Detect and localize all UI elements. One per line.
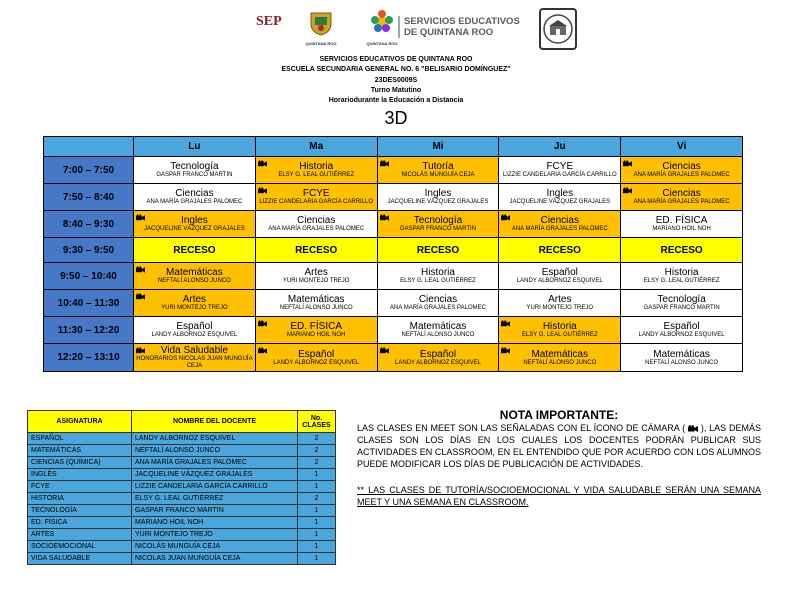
time-slot: 11:30 – 12:20 (44, 317, 134, 344)
video-camera-icon (688, 425, 698, 432)
school-building-icon (541, 10, 575, 48)
subject-header: ASIGNATURA (28, 411, 132, 433)
class-teacher: LANDY ALBORNOZ ESQUIVEL (273, 359, 360, 366)
class-teacher: NEFTALÍ ALONSO JUNCO (157, 278, 231, 284)
class-subject: FCYE (302, 188, 330, 199)
class-count: 1 (298, 469, 336, 481)
video-camera-icon (501, 320, 510, 327)
class-cell (499, 263, 621, 290)
teacher-name: JACQUELINE VÁZQUEZ GRAJALES (132, 469, 298, 481)
schedule-row (44, 211, 743, 238)
class-teacher: ANA MARÍA GRAJALES PALOMEC (146, 199, 243, 205)
class-cell (621, 157, 743, 184)
table-row (28, 505, 336, 517)
class-teacher: NEFTALÍ ALONSO JUNCO (645, 359, 719, 366)
video-camera-icon (136, 347, 145, 354)
day-header: Ma (255, 137, 377, 157)
table-row (28, 493, 336, 505)
schedule-subtitle: Horariodurante la Educación a Distancia (328, 97, 464, 104)
teacher-name: MARIANO HOIL NOH (132, 517, 298, 529)
class-subject: Historia (542, 321, 577, 332)
class-subject: Ciencias (662, 188, 701, 199)
class-subject: Matemáticas (409, 321, 467, 332)
class-teacher: ELSY G. LEAL GUTIÉRREZ (521, 332, 598, 338)
video-camera-icon (136, 293, 145, 300)
school-name: ESCUELA SECUNDARIA GENERAL NO. 6 "BELISARIO DOMÍNGUEZ" (281, 66, 511, 73)
class-subject: Ciencias (297, 215, 336, 226)
class-teacher: ELSY G. LEAL GUTIÉRREZ (400, 278, 476, 284)
video-camera-icon (258, 187, 267, 194)
class-cell (621, 184, 743, 211)
schedule-row (44, 344, 743, 372)
note-footer: ** LAS CLASES DE TUTORÍA/SOCIOEMOCIONAL Y VIDA SALUDABLE SERÁN UNA SEMANA MEET Y UNA SEMANA EN CLASSROOM. (357, 485, 761, 507)
day-header: Lu (134, 137, 256, 157)
recess-row (44, 238, 743, 263)
time-slot: 9:50 – 10:40 (44, 263, 134, 290)
subject-name: CIENCIAS (QUÍMICA) (28, 457, 132, 469)
important-note (357, 408, 761, 508)
class-teacher: ANA MARÍA GRAJALES PALOMEC (633, 199, 730, 205)
video-camera-icon (623, 187, 632, 194)
class-cell (499, 157, 621, 184)
subject-name: VIDA SALUDABLE (28, 553, 132, 565)
video-camera-icon (380, 214, 389, 221)
video-camera-icon (380, 160, 389, 167)
table-row (28, 469, 336, 481)
teacher-name: LIZZIE CANDELARIA GARCÍA CARRILLO (132, 481, 298, 493)
class-subject: Ciencias (418, 294, 458, 305)
class-cell (377, 290, 499, 317)
class-cell (134, 263, 256, 290)
class-cell (499, 290, 621, 317)
class-teacher: ANA MARÍA GRAJALES PALOMEC (511, 226, 608, 232)
class-teacher: YURI MONTEJO TREJO (282, 278, 350, 284)
class-teacher: NEFTALÍ ALONSO JUNCO (523, 359, 597, 366)
video-camera-icon (136, 214, 145, 221)
video-camera-icon (501, 214, 510, 221)
class-cell (255, 211, 377, 238)
day-header: Vi (621, 137, 743, 157)
class-subject: Ciencias (175, 188, 214, 199)
table-row (28, 529, 336, 541)
corner-cell (44, 137, 134, 157)
class-subject: Español (176, 321, 213, 332)
video-camera-icon (623, 160, 632, 167)
class-cell (621, 344, 743, 372)
time-slot: 7:00 – 7:50 (44, 157, 134, 184)
teacher-name: NICOLAS JUAN MUNGUÍA CEJA (132, 553, 298, 565)
class-teacher: ELSY G. LEAL GUTIÉRREZ (278, 172, 355, 178)
video-camera-icon (258, 160, 267, 167)
subject-name: TECNOLOGÍA (28, 505, 132, 517)
class-subject: Español (298, 348, 335, 360)
class-cell (377, 211, 499, 238)
recess-cell: RECESO (255, 238, 377, 263)
recess-cell: RECESO (377, 238, 499, 263)
video-camera-icon (258, 347, 267, 354)
school-seal-logo (539, 8, 577, 50)
class-count: 1 (298, 481, 336, 493)
table-row (28, 433, 336, 445)
quintana-roo-shield-icon (308, 10, 334, 36)
shift: Turno Matutino (370, 87, 422, 94)
teacher-name: LANDY ALBORNOZ ESQUIVEL (132, 433, 298, 445)
class-subject: Matemáticas (531, 348, 589, 360)
class-cell (377, 184, 499, 211)
schedule-row (44, 184, 743, 211)
day-header: Ju (499, 137, 621, 157)
class-subject: Historia (421, 267, 455, 278)
video-camera-icon (258, 320, 267, 327)
class-teacher: MARIANO HOIL NOH (286, 332, 346, 338)
class-subject: Español (663, 321, 700, 332)
class-teacher: JACQUELINE VÁZQUEZ GRAJALES (509, 199, 611, 205)
school-code: 23DES0009S (374, 77, 418, 84)
class-teacher: LIZZIE CANDELARIA GARCÍA CARRILLO (259, 199, 374, 205)
class-teacher: HONORARIOS NICOLAS JUAN MUNGUÍA CEJA (136, 356, 253, 369)
sep-logo: SEP (256, 14, 282, 29)
day-header: Mi (377, 137, 499, 157)
note-title: NOTA IMPORTANTE: (499, 408, 619, 422)
class-teacher: GASPAR FRANCO MARTIN (643, 305, 720, 311)
time-slot: 8:40 – 9:30 (44, 211, 134, 238)
class-subject: Artes (182, 294, 207, 305)
teacher-name: NEFTALÍ ALONSO JUNCO (132, 445, 298, 457)
class-count: 2 (298, 433, 336, 445)
class-subject: ED. FÍSICA (290, 321, 343, 332)
subject-name: ARTES (28, 529, 132, 541)
class-cell (255, 344, 377, 372)
class-teacher: LIZZIE CANDELARIA GARCÍA CARRILLO (502, 172, 617, 178)
recess-cell: RECESO (621, 238, 743, 263)
class-subject: Ciencias (540, 215, 579, 226)
class-subject: Artes (304, 267, 328, 278)
class-cell (134, 290, 256, 317)
group-title: 3D (384, 108, 408, 128)
recess-cell: RECESO (134, 238, 256, 263)
video-camera-icon (136, 266, 145, 273)
class-cell (621, 290, 743, 317)
class-cell (621, 263, 743, 290)
class-teacher: NICOLÁS MUNGUÍA CEJA (401, 172, 475, 178)
class-cell (255, 263, 377, 290)
class-subject: Tutoría (422, 161, 454, 172)
class-count: 2 (298, 445, 336, 457)
class-count: 2 (298, 457, 336, 469)
class-cell (377, 263, 499, 290)
subject-name: MATEMÁTICAS (28, 445, 132, 457)
class-cell (499, 184, 621, 211)
class-teacher: LANDY ALBORNOZ ESQUIVEL (638, 332, 725, 338)
quintana-roo-logo: QUINTANA ROO (300, 10, 342, 46)
class-count: 1 (298, 541, 336, 553)
class-teacher: LANDY ALBORNOZ ESQUIVEL (151, 332, 238, 338)
class-cell (134, 184, 256, 211)
class-cell (499, 344, 621, 372)
flower-emblem-icon (368, 10, 396, 36)
subjects-header-row (28, 411, 336, 433)
class-subject: Tecnología (657, 294, 706, 305)
recess-cell: RECESO (499, 238, 621, 263)
teacher-name: ANA MARÍA GRAJALES PALOMEC (132, 457, 298, 469)
class-subject: Matemáticas (287, 294, 345, 305)
quintana-roo-flower-logo: QUINTANA ROO (362, 10, 402, 46)
class-subject: Matemáticas (166, 267, 223, 278)
note-body: LAS CLASES EN MEET SON LAS SEÑALADAS CON EL ÍCONO DE CÁMARA ( ), LAS DEMÁS CLASES SON LOS DÍAS EN LOS CUALES LOS DOCENTES PODRÁN PUBLICAR SUS ACTIVIDADES EN CLASSROOM, EN EL ENTENDIDO QUE POR ACUERDO CON LOS ALUMNOS PUEDE MODIFICAR LOS DÍAS DE PUBLICACIÓN DE ACTIVIDADES. (357, 423, 762, 469)
schedule-row (44, 157, 743, 184)
class-cell (255, 290, 377, 317)
class-count: 1 (298, 505, 336, 517)
class-subject: FCYE (546, 161, 574, 172)
class-teacher: JACQUELINE VÁZQUEZ GRAJALES (144, 226, 245, 232)
class-teacher: NEFTALÍ ALONSO JUNCO (401, 332, 475, 338)
class-teacher: LANDY ALBORNOZ ESQUIVEL (395, 359, 481, 366)
time-slot: 12:20 – 13:10 (44, 344, 134, 372)
table-row (28, 445, 336, 457)
header-logos (250, 8, 580, 54)
class-cell (499, 317, 621, 344)
class-subject: Ingles (424, 188, 452, 199)
teacher-name: NICOLÁS MUNGUÍA CEJA (132, 541, 298, 553)
schedule-row (44, 317, 743, 344)
class-teacher: LANDY ALBORNOZ ESQUIVEL (516, 278, 603, 284)
class-teacher: ANA MARÍA GRAJALES PALOMEC (268, 226, 365, 232)
class-subject: Tecnología (170, 161, 219, 172)
class-teacher: ANA MARÍA GRAJALES PALOMEC (633, 172, 730, 178)
subjects-table (27, 410, 336, 565)
servicios-educativos-logo: SERVICIOS EDUCATIVOS DE QUINTANA ROO (398, 16, 528, 38)
subject-name: FCYE (28, 481, 132, 493)
class-subject: Ingles (181, 215, 208, 226)
subject-name: SOCIOEMOCIONAL (28, 541, 132, 553)
subject-name: ESPAÑOL (28, 433, 132, 445)
class-count: 1 (298, 517, 336, 529)
video-camera-icon (380, 347, 389, 354)
class-cell (377, 317, 499, 344)
teacher-name: YURI MONTEJO TREJO (132, 529, 298, 541)
class-subject: Historia (664, 267, 699, 278)
table-row (28, 481, 336, 493)
class-subject: Artes (548, 294, 572, 305)
class-count: 2 (298, 493, 336, 505)
class-subject: Vida Saludable (160, 345, 228, 356)
institution-name: SERVICIOS EDUCATIVOS DE QUINTANA ROO (319, 56, 473, 63)
class-subject: Matemáticas (653, 348, 710, 360)
class-subject: Historia (299, 161, 334, 172)
class-subject: Ingles (546, 188, 574, 199)
class-cell (255, 317, 377, 344)
class-teacher: ANA MARÍA GRAJALES PALOMEC (390, 305, 486, 311)
table-row (28, 457, 336, 469)
time-slot: 7:50 – 8:40 (44, 184, 134, 211)
class-cell (255, 157, 377, 184)
teacher-name: ELSY G. LEAL GUTIÉRREZ (132, 493, 298, 505)
class-cell (134, 211, 256, 238)
class-subject: Español (419, 348, 457, 360)
class-cell (621, 211, 743, 238)
class-cell (621, 317, 743, 344)
subject-name: ED. FÍSICA (28, 517, 132, 529)
schedule-row (44, 263, 743, 290)
schedule-table (43, 136, 743, 372)
table-row (28, 541, 336, 553)
class-cell (134, 317, 256, 344)
class-subject: ED. FÍSICA (655, 215, 708, 226)
class-cell (499, 211, 621, 238)
subject-name: HISTORIA (28, 493, 132, 505)
count-header: No. CLASES (298, 411, 336, 433)
schedule-header-row (44, 137, 743, 157)
table-row (28, 517, 336, 529)
class-teacher: YURI MONTEJO TREJO (526, 305, 594, 311)
class-teacher: GASPAR FRANCO MARTIN (399, 226, 477, 232)
class-teacher: JACQUELINE VÁZQUEZ GRAJALES (387, 199, 489, 205)
time-slot: 10:40 – 11:30 (44, 290, 134, 317)
class-cell (377, 344, 499, 372)
video-camera-icon (501, 347, 510, 354)
class-teacher: NEFTALÍ ALONSO JUNCO (279, 305, 353, 311)
class-cell (377, 157, 499, 184)
class-count: 1 (298, 529, 336, 541)
teacher-header: NOMBRE DEL DOCENTE (132, 411, 298, 433)
class-cell (134, 344, 256, 372)
class-subject: Ciencias (662, 161, 701, 172)
schedule-row (44, 290, 743, 317)
class-teacher: YURI MONTEJO TREJO (161, 305, 228, 311)
class-teacher: GASPAR FRANCO MARTIN (156, 172, 233, 178)
class-subject: Tecnología (413, 215, 463, 226)
class-cell (255, 184, 377, 211)
teacher-name: GASPAR FRANCO MARTIN (132, 505, 298, 517)
time-slot: 9:30 – 9:50 (44, 238, 134, 263)
subject-name: INGLÉS (28, 469, 132, 481)
class-teacher: ELSY G. LEAL GUTIÉRREZ (643, 278, 720, 284)
class-count: 1 (298, 553, 336, 565)
table-row (28, 553, 336, 565)
class-subject: Español (541, 267, 578, 278)
class-cell (134, 157, 256, 184)
class-teacher: MARIANO HOIL NOH (652, 226, 711, 232)
